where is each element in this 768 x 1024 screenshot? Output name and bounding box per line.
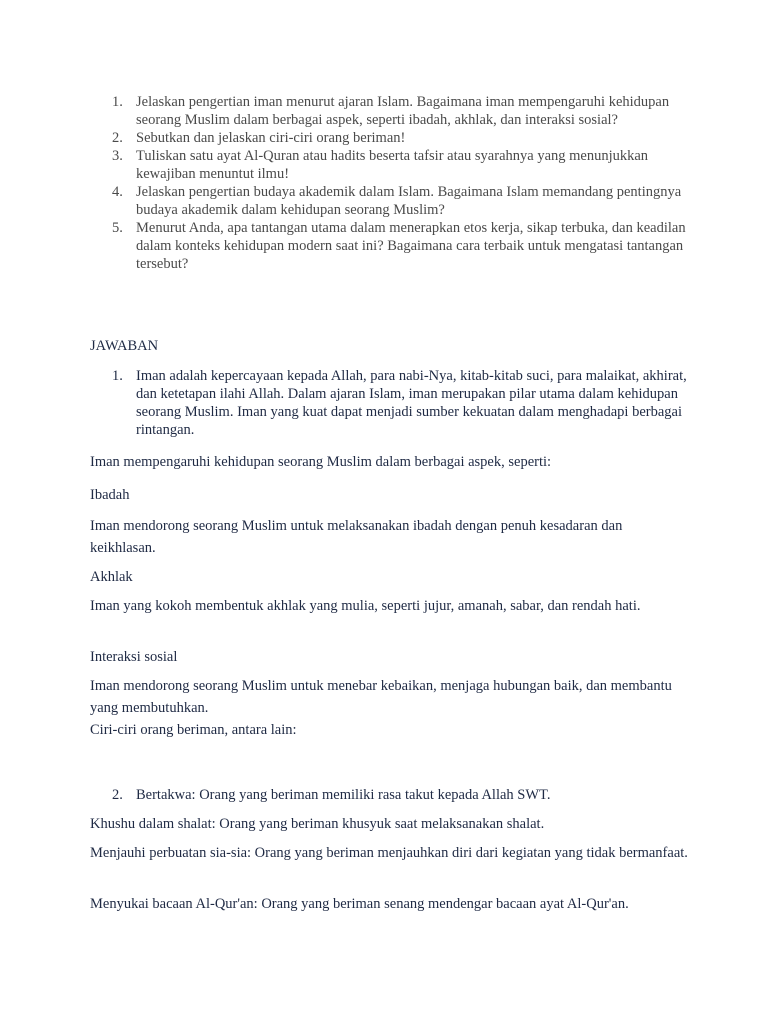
question-item-1 xyxy=(90,93,690,129)
answers-heading: JAWABAN xyxy=(90,338,159,354)
question-number: 1. xyxy=(112,94,123,110)
ibadah-title: Ibadah xyxy=(90,487,130,503)
question-item-5 xyxy=(90,219,690,273)
question-number: 5. xyxy=(112,220,123,236)
menyukai-text: Menyukai bacaan Al-Qur'an: Orang yang beriman senang mendengar bacaan ayat Al-Qur'an. xyxy=(90,896,629,912)
question-item-4 xyxy=(90,183,690,219)
answer-item-1 xyxy=(90,367,690,439)
menjauhi-text: Menjauhi perbuatan sia-sia: Orang yang beriman menjauhkan diri dari kegiatan yang tidak bermanfaat. xyxy=(90,845,688,861)
answer-number: 2. xyxy=(112,787,123,803)
interaksi-title: Interaksi sosial xyxy=(90,649,178,665)
question-number: 3. xyxy=(112,148,123,164)
question-number: 2. xyxy=(112,130,123,146)
question-list xyxy=(90,93,690,273)
akhlak-title: Akhlak xyxy=(90,569,133,585)
question-text: Menurut Anda, apa tantangan utama dalam menerapkan etos kerja, sikap terbuka, dan keadilan dalam konteks kehidupan modern saat ini? Bagaimana cara terbaik untuk mengatasi tantangan tersebut? xyxy=(136,220,686,272)
answer-item-2 xyxy=(90,786,690,804)
khushu-text: Khushu dalam shalat: Orang yang beriman khusyuk saat melaksanakan shalat. xyxy=(90,816,545,832)
question-text: Tuliskan satu ayat Al-Quran atau hadits beserta tafsir atau syarahnya yang menunjukkan kewajiban menuntut ilmu! xyxy=(136,148,649,182)
answer-number: 1. xyxy=(112,368,123,384)
question-text: Jelaskan pengertian iman menurut ajaran Islam. Bagaimana iman mempengaruhi kehidupan seorang Muslim dalam berbagai aspek, seperti ibadah, akhlak, dan interaksi sosial? xyxy=(136,94,670,128)
interaksi-text: Iman mendorong seorang Muslim untuk menebar kebaikan, menjaga hubungan baik, dan membantu yang membutuhkan. xyxy=(90,678,672,716)
question-number: 4. xyxy=(112,184,123,200)
question-text: Sebutkan dan jelaskan ciri-ciri orang beriman! xyxy=(136,130,406,146)
question-text: Jelaskan pengertian budaya akademik dalam Islam. Bagaimana Islam memandang pentingnya budaya akademik dalam kehidupan seorang Muslim? xyxy=(136,184,682,218)
answer-text: Bertakwa: Orang yang beriman memiliki rasa takut kepada Allah SWT. xyxy=(136,787,551,803)
question-item-2 xyxy=(90,129,690,147)
ibadah-text: Iman mendorong seorang Muslim untuk melaksanakan ibadah dengan penuh kesadaran dan keikhlasan. xyxy=(90,518,623,556)
question-item-3 xyxy=(90,147,690,183)
akhlak-text: Iman yang kokoh membentuk akhlak yang mulia, seperti jujur, amanah, sabar, dan rendah hati. xyxy=(90,598,641,614)
answer-intro: Iman mempengaruhi kehidupan seorang Muslim dalam berbagai aspek, seperti: xyxy=(90,454,552,470)
answer-text: Iman adalah kepercayaan kepada Allah, para nabi-Nya, kitab-kitab suci, para malaikat, akhirat, dan ketetapan ilahi Allah. Dalam ajaran Islam, iman merupakan pilar utama dalam kehidupan seorang Muslim. Iman yang kuat dapat menjadi sumber kekuatan dalam menghadapi berbagai rintangan. xyxy=(136,368,687,438)
ciri-intro: Ciri-ciri orang beriman, antara lain: xyxy=(90,722,297,738)
